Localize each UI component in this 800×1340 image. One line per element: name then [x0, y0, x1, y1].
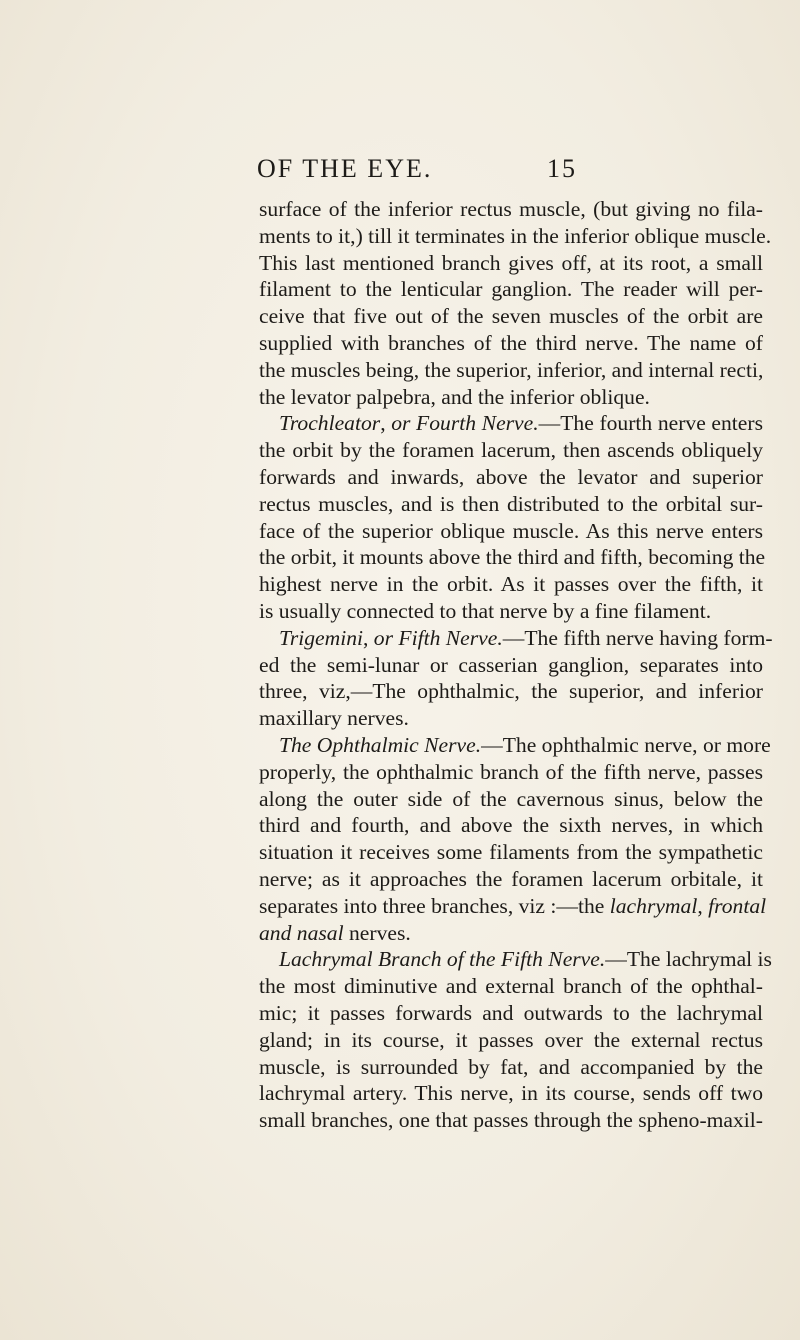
text-line: separates into three branches, viz :—the lachrymal, frontal	[259, 893, 767, 918]
section-heading: or Fifth Nerve.	[373, 625, 503, 650]
text-line: face of the superior oblique muscle. As this nerve enters	[259, 518, 763, 543]
text-line: rectus muscles, and is then distributed to the orbital sur-	[259, 491, 763, 516]
text-line: surface of the inferior rectus muscle, (but giving no fila-	[259, 197, 763, 221]
running-title: OF THE EYE.	[257, 154, 433, 183]
text-line: supplied with branches of the third nerve. The name of	[259, 330, 763, 355]
text-line: This last mentioned branch gives off, at its root, a small	[259, 250, 763, 275]
section-heading: The Ophthalmic Nerve.	[279, 732, 482, 757]
text-line: is usually connected to that nerve by a fine filament.	[259, 598, 712, 623]
nerve-term: and nasal	[259, 920, 344, 945]
text-line: the most diminutive and external branch of the ophthal-	[259, 974, 763, 999]
text-line: along the outer side of the cavernous sinus, below the	[259, 786, 763, 811]
text-line: forwards and inwards, above the levator and superior	[259, 464, 763, 489]
running-head	[257, 154, 577, 190]
text-line: ments to it,) till it terminates in the inferior oblique muscle.	[259, 223, 772, 248]
text-line: the muscles being, the superior, inferior, and internal recti,	[259, 357, 764, 382]
text-line: situation it receives some filaments from the sympathetic	[259, 840, 763, 865]
text-line: the orbit, it mounts above the third and fifth, becoming the	[259, 545, 766, 570]
text-line: muscle, is surrounded by fat, and accompanied by the	[259, 1054, 763, 1079]
text-line: third and fourth, and above the sixth nerves, in which	[259, 813, 763, 838]
nerve-term: lachrymal	[609, 893, 698, 918]
paragraph-heading-line: Lachrymal Branch of the Fifth Nerve.—The lachrymal is	[279, 947, 772, 972]
text-line: lachrymal artery. This nerve, in its course, sends off two	[259, 1081, 763, 1106]
text-line: and nasal nerves.	[259, 920, 411, 945]
text-line: nerve; as it approaches the foramen lacerum orbitale, it	[259, 866, 763, 891]
text-line: highest nerve in the orbit. As it passes over the fifth, it	[259, 572, 763, 597]
section-heading: or Fourth Nerve.	[391, 411, 539, 436]
text-line: maxillary nerves.	[259, 706, 409, 731]
text-line: ceive that five out of the seven muscles of the orbit are	[259, 304, 763, 329]
page-number: 15	[547, 154, 577, 183]
paragraph-heading-line: Trigemini, or Fifth Nerve.—The fifth nerve having form-	[279, 625, 773, 650]
nerve-term: frontal	[708, 893, 767, 918]
text-line: properly, the ophthalmic branch of the fifth nerve, passes	[259, 759, 763, 784]
text-line: gland; in its course, it passes over the external rectus	[259, 1027, 763, 1052]
text-line: the orbit by the foramen lacerum, then ascends obliquely	[259, 438, 763, 463]
text-line: small branches, one that passes through the spheno-maxil-	[259, 1108, 763, 1133]
paragraph-heading-line: The Ophthalmic Nerve.—The ophthalmic nerve, or more	[279, 732, 771, 757]
section-heading: Trigemini	[279, 625, 363, 650]
body-text	[259, 196, 773, 1134]
section-heading: Lachrymal Branch of the Fifth Nerve.	[279, 947, 606, 972]
paragraph-heading-line: Trochleator, or Fourth Nerve.—The fourth nerve enters	[279, 411, 763, 436]
text-line: the levator palpebra, and the inferior oblique.	[259, 384, 650, 409]
text-line: filament to the lenticular ganglion. The reader will per-	[259, 277, 763, 302]
text-line: mic; it passes forwards and outwards to the lachrymal	[259, 1000, 763, 1025]
text-line: three, viz,—The ophthalmic, the superior, and inferior	[259, 679, 763, 704]
text-line: ed the semi-lunar or casserian ganglion, separates into	[259, 652, 763, 677]
section-heading: Trochleator	[279, 411, 381, 436]
